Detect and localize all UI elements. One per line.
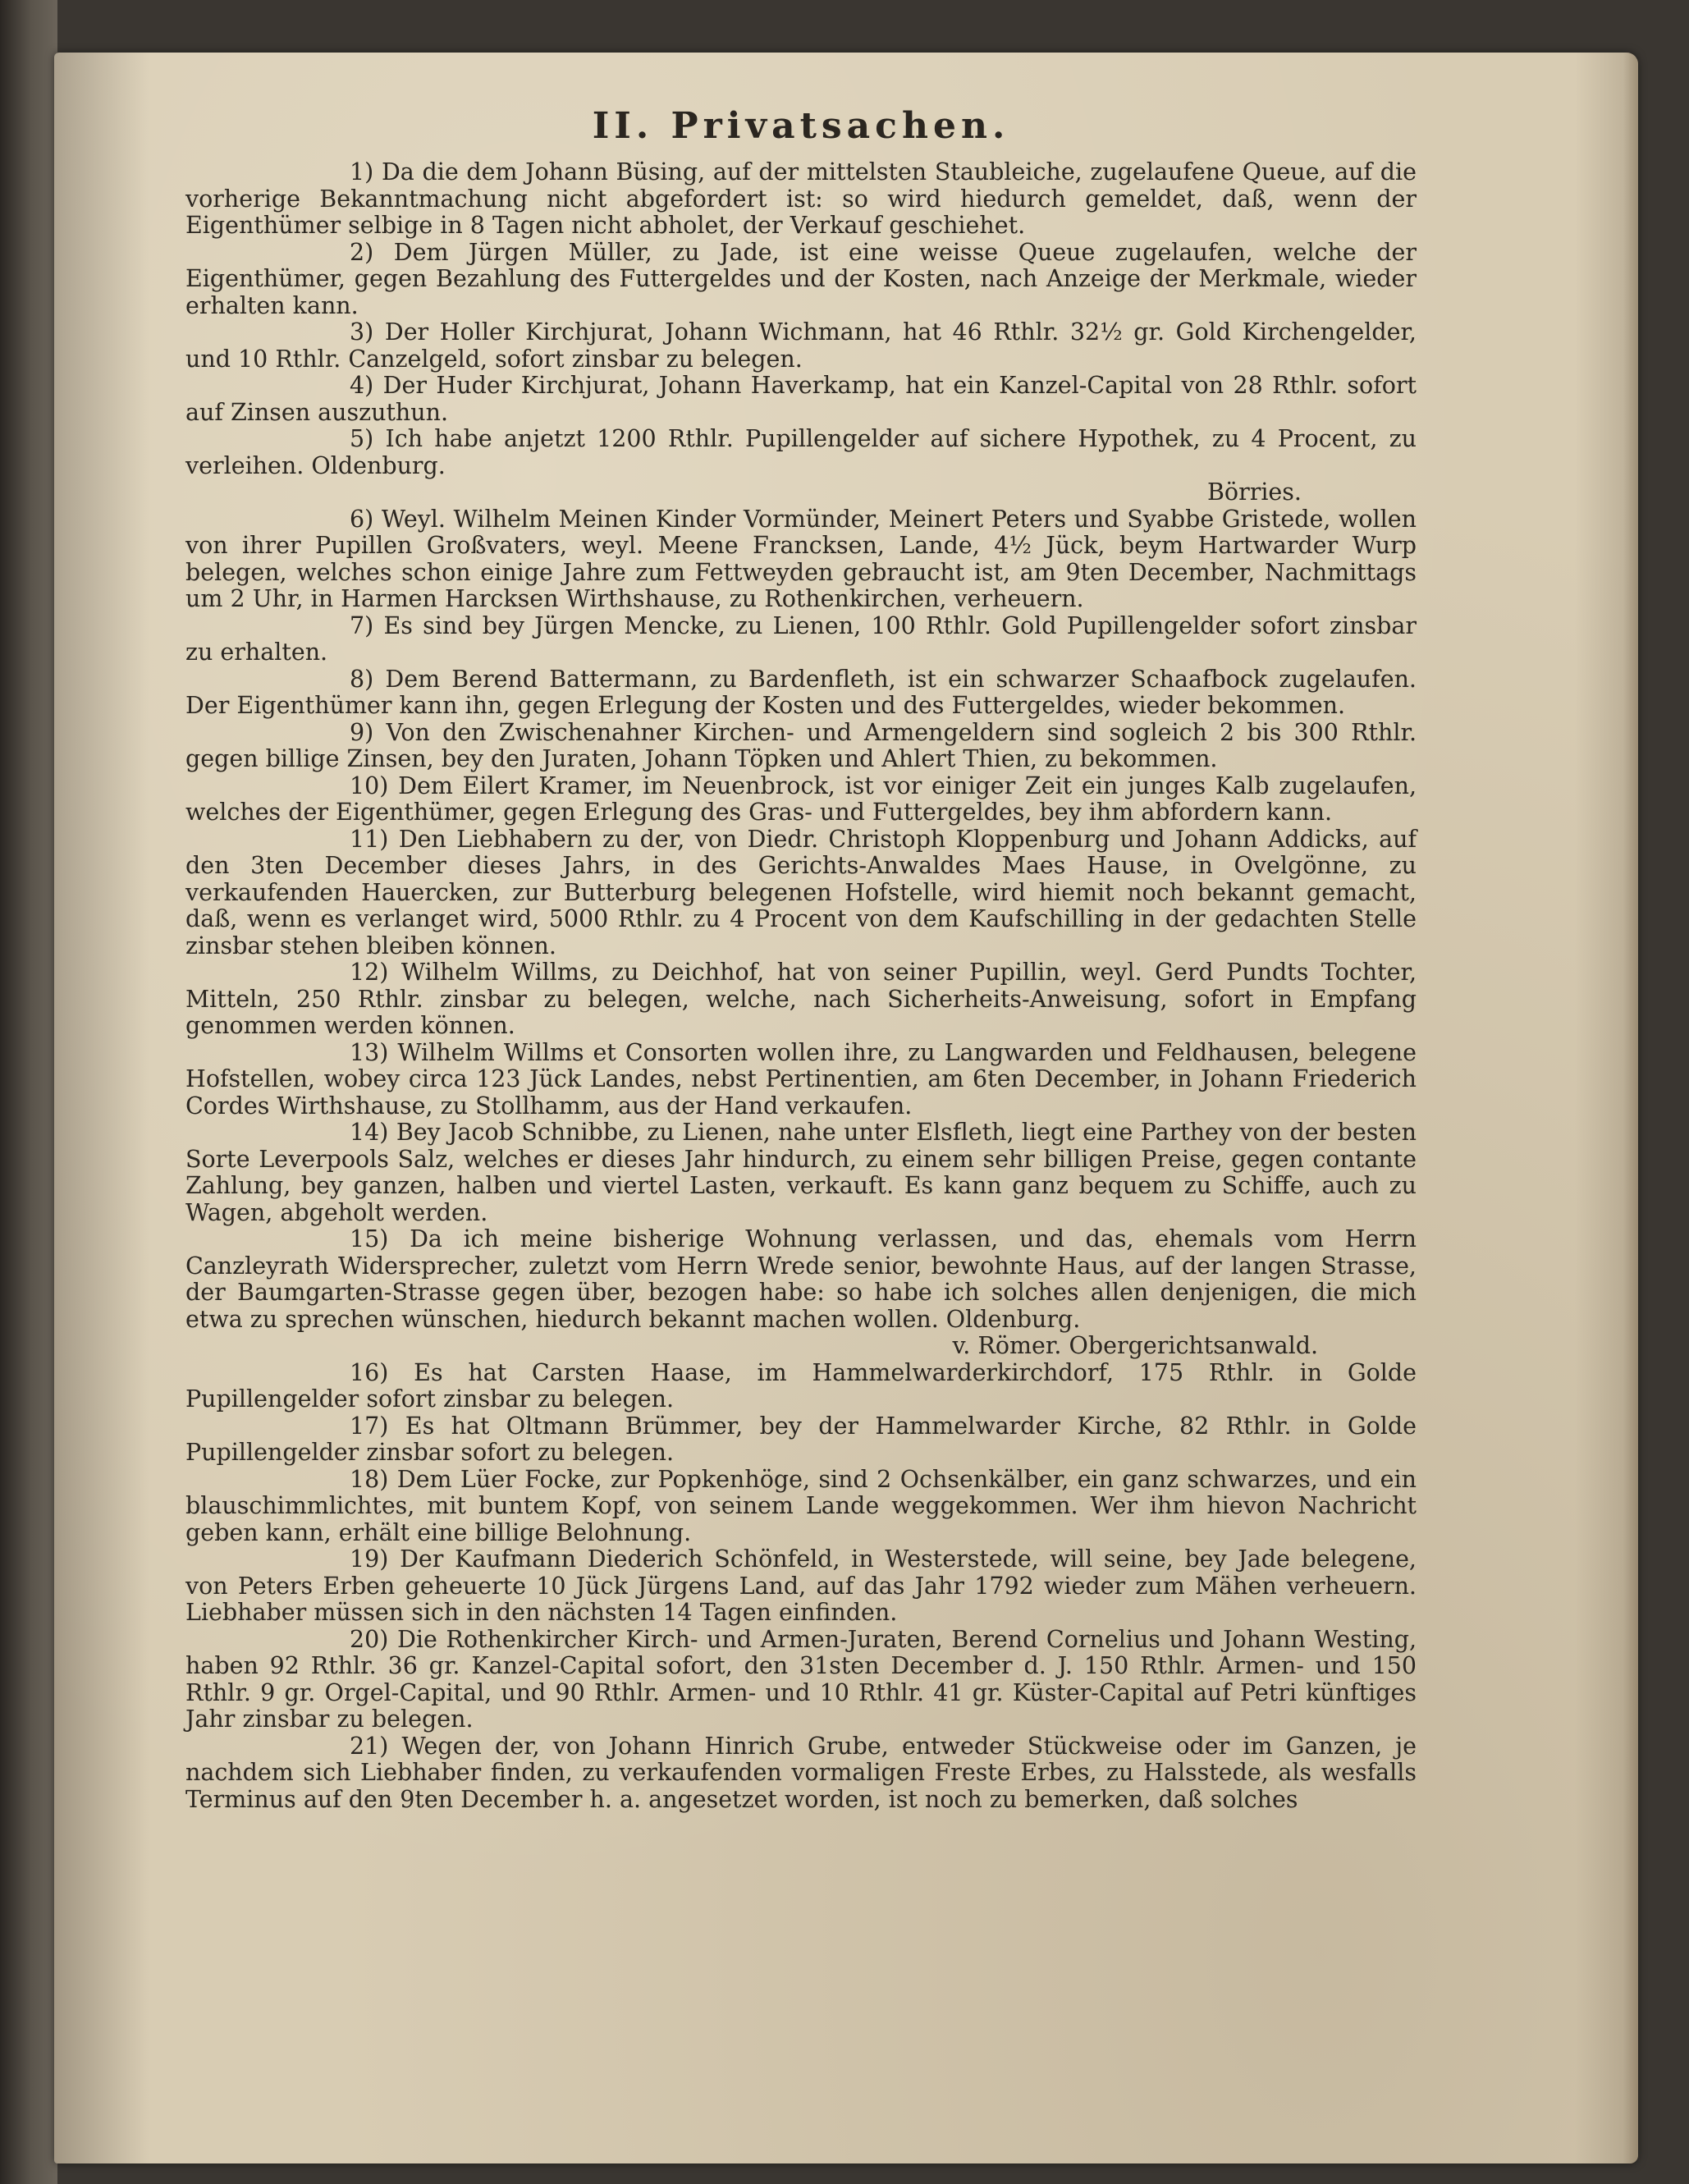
item-number: 1) <box>350 158 374 185</box>
item-number: 15) <box>350 1225 389 1252</box>
item-number: 3) <box>350 318 374 346</box>
item-text: Ich habe anjetzt 1200 Rthlr. Pupillengelder auf sichere Hypothek, zu 4 Procent, zu verleihen. Oldenburg. <box>185 425 1417 479</box>
item-14 <box>185 1119 1417 1226</box>
item-number: 16) <box>350 1358 389 1386</box>
item-number: 14) <box>350 1119 389 1146</box>
item-21 <box>185 1733 1417 1814</box>
item-8 <box>185 666 1417 720</box>
item-5-signature: Börries. <box>1206 478 1302 506</box>
item-number: 6) <box>350 505 374 533</box>
item-15 <box>185 1226 1417 1333</box>
item-19 <box>185 1546 1417 1627</box>
item-number: 21) <box>350 1732 389 1760</box>
item-5 <box>185 426 1417 479</box>
item-text: Bey Jacob Schnibbe, zu Lienen, nahe unter Elsfleth, liegt eine Parthey von der besten Sorte Leverpools Salz, welches er dieses Jahr hindurch, zu einem sehr billigen Preise, gegen contante Zahlung, bey ganzen, halben und viertel Lasten, verkauft. Es kann ganz bequem zu Schiffe, auch zu Wagen, abgeholt werden. <box>185 1119 1417 1226</box>
item-number: 10) <box>350 771 389 799</box>
item-13 <box>185 1040 1417 1120</box>
item-9 <box>185 720 1417 773</box>
item-number: 11) <box>350 825 389 853</box>
item-number: 4) <box>350 372 374 399</box>
item-number: 20) <box>350 1625 389 1653</box>
item-text: Von den Zwischenahner Kirchen- und Armengeldern sind sogleich 2 bis 300 Rthlr. gegen billige Zinsen, bey den Juraten, Johann Töpken und Ahlert Thien, zu bekommen. <box>185 718 1417 772</box>
item-text: Weyl. Wilhelm Meinen Kinder Vormünder, Meinert Peters und Syabbe Gristede, wollen von ihrer Pupillen Großvaters, weyl. Meene Francksen, Lande, 4½ Jück, beym Hartwarder Wurp belegen, welches schon einige Jahre zum Fettweyden gebraucht ist, am 9ten December, Nachmittags um 2 Uhr, in Harmen Harcksen Wirthshause, zu Rothenkirchen, verheuern. <box>185 505 1417 612</box>
item-number: 13) <box>350 1038 389 1066</box>
item-number: 2) <box>350 238 374 266</box>
item-text: Die Rothenkircher Kirch- und Armen-Juraten, Berend Cornelius und Johann Westing, haben 92 Rthlr. 36 gr. Kanzel-Capital sofort, den 31sten December d. J. 150 Rthlr. Armen- und 150 Rthlr. 9 gr. Orgel-Capital, und 90 Rthlr. Armen- und 10 Rthlr. 41 gr. Küster-Capital auf Petri künftiges Jahr zinsbar zu belegen. <box>185 1625 1417 1733</box>
section-heading: II. Privatsachen. <box>592 105 1010 147</box>
item-3 <box>185 319 1417 373</box>
item-text: Der Huder Kirchjurat, Johann Haverkamp, hat ein Kanzel-Capital von 28 Rthlr. sofort auf Zinsen auszuthun. <box>185 372 1417 426</box>
item-number: 7) <box>350 611 374 639</box>
item-12 <box>185 959 1417 1040</box>
item-text: Dem Jürgen Müller, zu Jade, ist eine weisse Queue zugelaufen, welche der Eigenthümer, gegen Bezahlung des Futtergeldes und der Kosten, nach Anzeige der Merkmale, wieder erhalten kann. <box>185 238 1417 319</box>
item-18 <box>185 1467 1417 1547</box>
item-number: 18) <box>350 1465 389 1493</box>
item-text: Den Liebhabern zu der, von Diedr. Christoph Kloppenburg und Johann Addicks, auf den 3ten December dieses Jahrs, in des Gerichts-Anwaldes Maes Hause, in Ovelgönne, zu verkaufenden Hauercken, zur Butterburg belegenen Hofstelle, wird hiemit noch bekannt gemacht, daß, wenn es verlanget wird, 5000 Rthlr. zu 4 Procent von dem Kaufschilling in der gedachten Stelle zinsbar stehen bleiben können. <box>185 825 1417 959</box>
item-text: Es hat Carsten Haase, im Hammelwarderkirchdorf, 175 Rthlr. in Golde Pupillengelder sofort zinsbar zu belegen. <box>185 1358 1417 1413</box>
item-number: 12) <box>350 959 389 986</box>
item-text: Da die dem Johann Büsing, auf der mittelsten Staubleiche, zugelaufene Queue, auf die vorherige Bekanntmachung nicht abgefordert ist: so wird hiedurch gemeldet, daß, wenn der Eigenthümer selbige in 8 Tagen nicht abholet, der Verkauf geschiehet. <box>185 158 1417 239</box>
item-number: 5) <box>350 425 374 452</box>
item-number: 17) <box>350 1412 389 1440</box>
item-text: Wilhelm Willms, zu Deichhof, hat von seiner Pupillin, weyl. Gerd Pundts Tochter, Mitteln, 250 Rthlr. zinsbar zu belegen, welche, nach Sicherheits-Anweisung, sofort in Empfang genommen werden können. <box>185 959 1417 1039</box>
item-text: Dem Eilert Kramer, im Neuenbrock, ist vor einiger Zeit ein junges Kalb zugelaufen, welches der Eigenthümer, gegen Erlegung des Gras- und Futtergeldes, bey ihm abfordern kann. <box>185 771 1417 826</box>
left-page-edge <box>0 0 57 2184</box>
text-block <box>185 102 1417 1813</box>
item-6 <box>185 506 1417 613</box>
item-text: Es sind bey Jürgen Mencke, zu Lienen, 100 Rthlr. Gold Pupillengelder sofort zinsbar zu erhalten. <box>185 611 1417 666</box>
item-number: 9) <box>350 718 374 746</box>
item-4 <box>185 373 1417 426</box>
item-text: Es hat Oltmann Brümmer, bey der Hammelwarder Kirche, 82 Rthlr. in Golde Pupillengelder zinsbar sofort zu belegen. <box>185 1412 1417 1466</box>
item-15-signature: v. Römer. Obergerichtsanwald. <box>952 1332 1318 1359</box>
item-text: Da ich meine bisherige Wohnung verlassen, und das, ehemals vom Herrn Canzleyrath Widersprecher, zuletzt vom Herrn Wrede senior, bewohnte Haus, auf der langen Strasse, der Baumgarten-Strasse gegen über, bezogen habe: so habe ich solches allen denjenigen, die mich etwa zu sprechen wünschen, hiedurch bekannt machen wollen. Oldenburg. <box>185 1225 1417 1333</box>
item-number: 8) <box>350 665 374 693</box>
item-16 <box>185 1360 1417 1413</box>
item-11 <box>185 826 1417 960</box>
item-text: Wilhelm Willms et Consorten wollen ihre, zu Langwarden und Feldhausen, belegene Hofstellen, wobey circa 123 Jück Landes, nebst Pertinentien, am 6ten December, in Johann Friederich Cordes Wirthshause, zu Stollhamm, aus der Hand verkaufen. <box>185 1038 1417 1119</box>
item-text: Der Kaufmann Diederich Schönfeld, in Westerstede, will seine, bey Jade belegene, von Peters Erben geheuerte 10 Jück Jürgens Land, auf das Jahr 1792 wieder zum Mähen verheuern. Liebhaber müssen sich in den nächsten 14 Tagen einfinden. <box>185 1545 1417 1626</box>
item-2 <box>185 240 1417 320</box>
item-text: Dem Berend Battermann, zu Bardenfleth, ist ein schwarzer Schaafbock zugelaufen. Der Eigenthümer kann ihn, gegen Erlegung der Kosten und des Futtergeldes, wieder bekommen. <box>185 665 1417 719</box>
document-page <box>54 53 1638 2163</box>
item-17 <box>185 1413 1417 1467</box>
item-number: 19) <box>350 1545 389 1573</box>
item-text: Dem Lüer Focke, zur Popkenhöge, sind 2 Ochsenkälber, ein ganz schwarzes, und ein blauschimmlichtes, mit buntem Kopf, von seinem Lande weggekommen. Wer ihm hievon Nachricht geben kann, erhält eine billige Belohnung. <box>185 1465 1417 1546</box>
item-text: Wegen der, von Johann Hinrich Grube, entweder Stückweise oder im Ganzen, je nachdem sich Liebhaber finden, zu verkaufenden vormaligen Freste Erbes, zu Halsstede, als wesfalls Terminus auf den 9ten December h. a. angesetzet worden, ist noch zu bemerken, daß solches <box>185 1732 1417 1813</box>
item-7 <box>185 613 1417 666</box>
item-20 <box>185 1627 1417 1733</box>
item-10 <box>185 773 1417 826</box>
item-text: Der Holler Kirchjurat, Johann Wichmann, hat 46 Rthlr. 32½ gr. Gold Kirchengelder, und 10 Rthlr. Canzelgeld, sofort zinsbar zu belegen. <box>185 318 1417 373</box>
page-right-edge <box>1623 53 1638 2163</box>
item-1 <box>185 159 1417 240</box>
